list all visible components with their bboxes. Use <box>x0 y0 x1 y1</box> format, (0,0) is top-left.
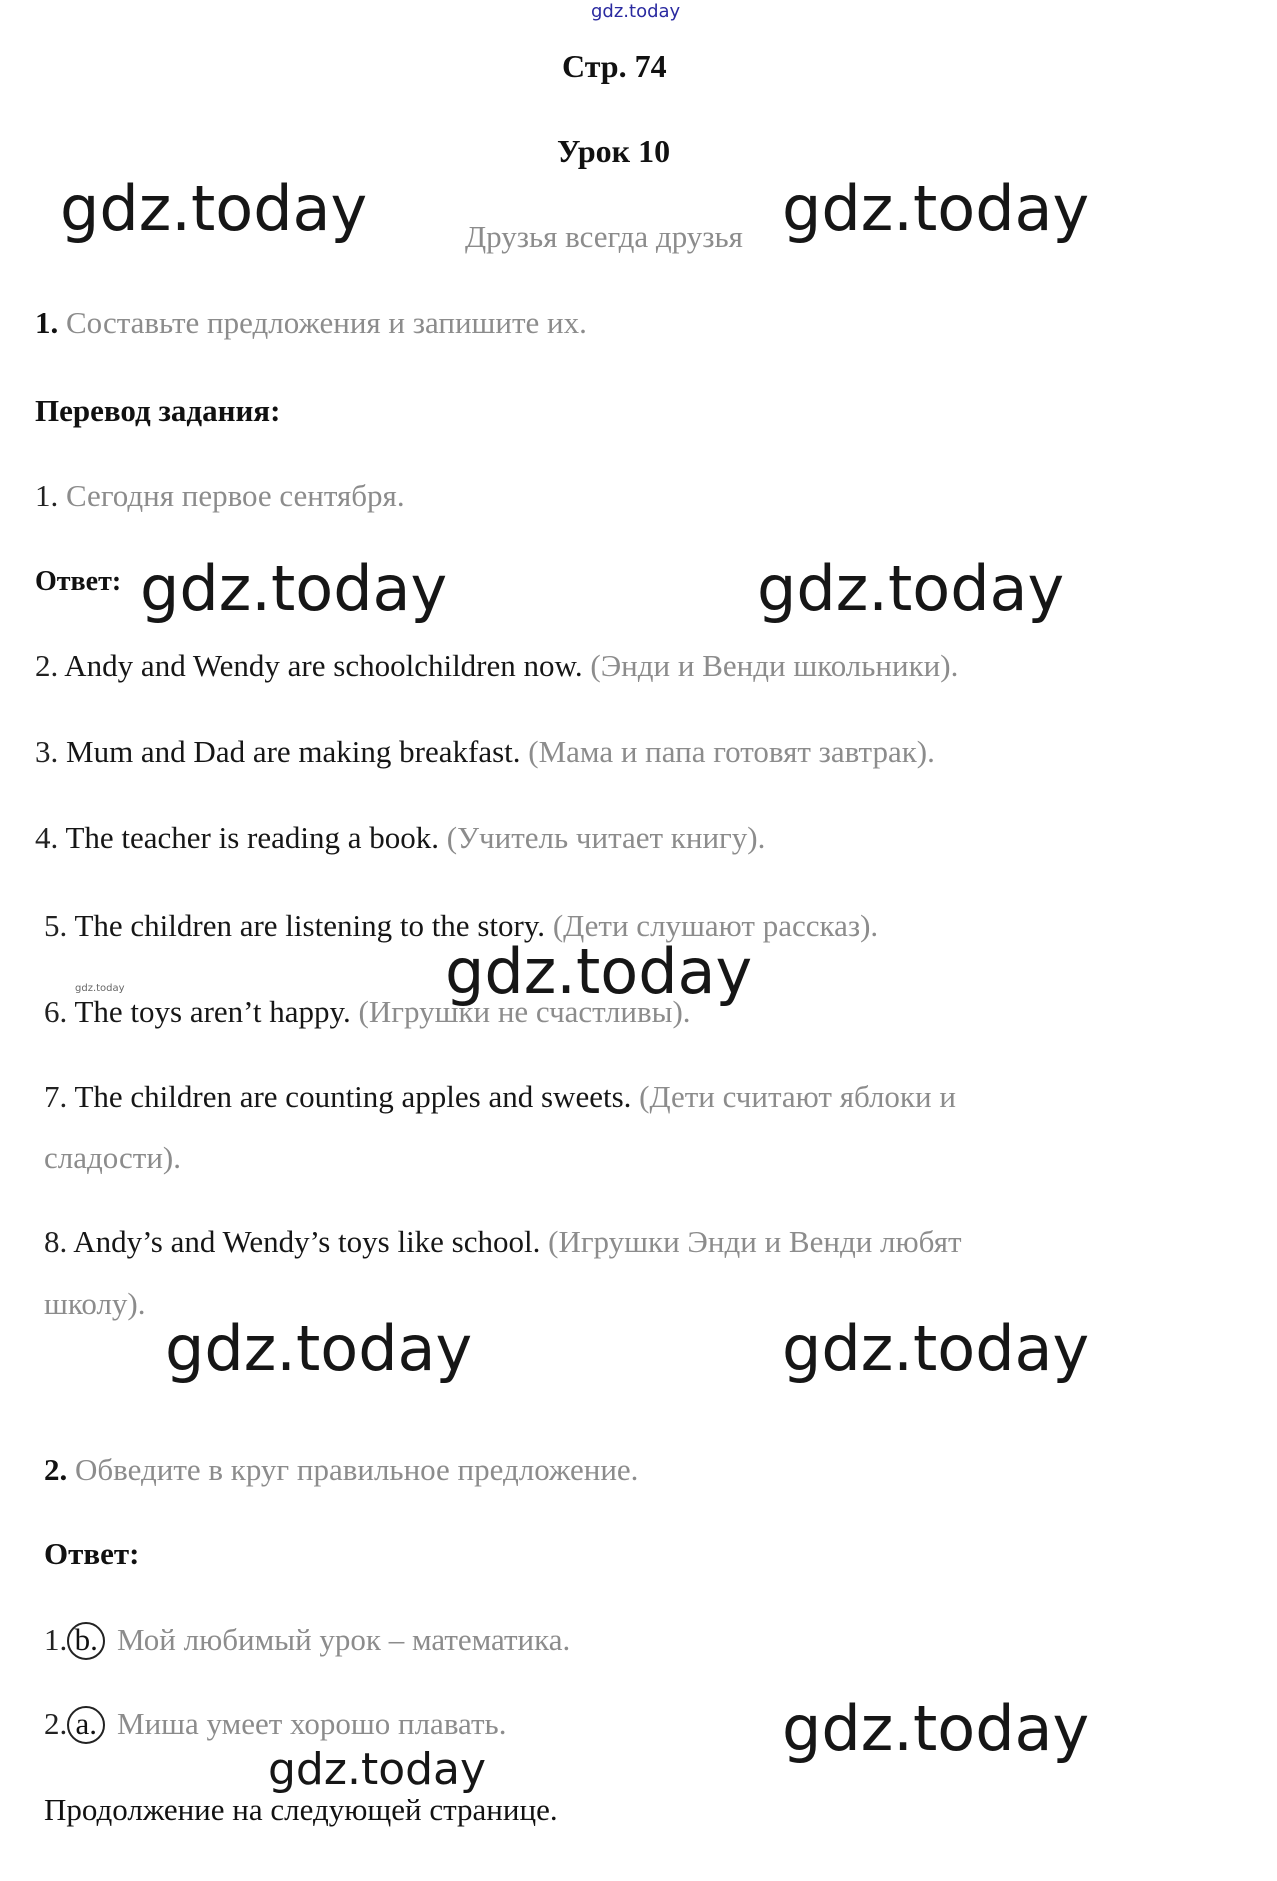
watermark: gdz.today <box>60 172 368 245</box>
task2-number: 2. <box>44 1452 68 1487</box>
watermark: gdz.today <box>757 552 1065 625</box>
answer-continuation: сладости). <box>44 1140 182 1175</box>
task2-instruction: Обведите в круг правильное предложение. <box>75 1452 639 1487</box>
answer-row: 6. The toys aren’t happy. (Игрушки не счастливы). <box>44 994 691 1029</box>
watermark: gdz.today <box>445 935 753 1008</box>
task2-answer: 1. b. Мой любимый урок – математика. <box>44 1622 570 1660</box>
choice-circle: b. <box>67 1622 105 1660</box>
watermark: gdz.today <box>782 172 1090 245</box>
answer-row: 5. The children are listening to the story. (Дети слушают рассказ). <box>44 908 879 943</box>
choice-circle: a. <box>67 1706 105 1744</box>
answer-row: 8. Andy’s and Wendy’s toys like school. (Игрушки Энди и Венди любят <box>44 1224 962 1259</box>
watermark: gdz.today <box>782 1692 1090 1765</box>
watermark-tiny: gdz.today <box>75 983 125 994</box>
watermark: gdz.today <box>782 1312 1090 1385</box>
lesson-label: Урок 10 <box>557 133 671 169</box>
watermark-top: gdz.today <box>591 1 681 22</box>
translation-heading: Перевод задания: <box>35 393 281 428</box>
watermark: gdz.today <box>268 1744 487 1795</box>
translation-item <box>35 478 405 514</box>
task1-number: 1. <box>35 305 59 340</box>
answer-label-2: Ответ: <box>44 1536 140 1571</box>
task2-line <box>44 1452 638 1488</box>
answer-row: 3. Mum and Dad are making breakfast. (Мама и папа готовят завтрак). <box>35 734 935 769</box>
continued-note: Продолжение на следующей странице. <box>44 1792 558 1827</box>
answer-label-1: Ответ: <box>35 566 122 597</box>
task1-line <box>35 305 587 341</box>
watermark: gdz.today <box>140 552 448 625</box>
answer-continuation: школу). <box>44 1286 146 1321</box>
task1-instruction: Составьте предложения и запишите их. <box>66 305 587 340</box>
answer-row: 4. The teacher is reading a book. (Учитель читает книгу). <box>35 820 766 855</box>
answer-row: 7. The children are counting apples and sweets. (Дети считают яблоки и <box>44 1079 956 1114</box>
page-label: Стр. 74 <box>562 48 667 84</box>
answer-row: 2. Andy and Wendy are schoolchildren now. (Энди и Венди школьники). <box>35 648 959 683</box>
task2-answer: 2. a. Миша умеет хорошо плавать. <box>44 1706 506 1744</box>
translation-item-number: 1. <box>35 478 59 513</box>
translation-item-text: Сегодня первое сентября. <box>66 478 405 513</box>
watermark: gdz.today <box>165 1312 473 1385</box>
lesson-subtitle: Друзья всегда друзья <box>465 219 743 254</box>
